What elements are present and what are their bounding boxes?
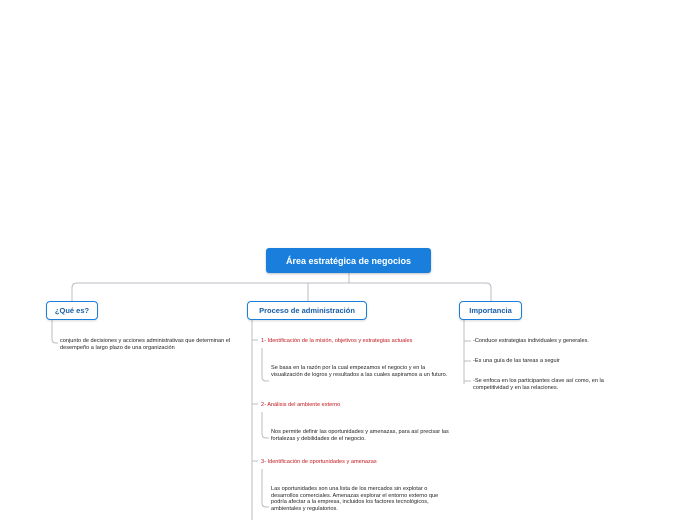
topic-proceso-administracion[interactable]: Proceso de administración <box>247 301 367 320</box>
step-2-title[interactable]: 2- Análisis del ambiente externo <box>261 402 341 408</box>
step-1-title[interactable]: 1- Identificación de la misión, objetivos y estrategias actuales <box>261 338 413 344</box>
step-3-title[interactable]: 3- Identificación de oportunidades y amenazas <box>261 459 377 465</box>
topic-que-es[interactable]: ¿Qué es? <box>46 301 98 320</box>
topic-importancia[interactable]: Importancia <box>459 301 522 320</box>
central-topic[interactable]: Área estratégica de negocios <box>266 248 431 273</box>
importancia-item-3: -Se enfoca en los participantes clave así como, en la competitividad y en las relaciones. <box>473 378 604 391</box>
importancia-item-1: -Conduce estrategias individuales y generales. <box>473 338 589 344</box>
que-es-description: conjunto de decisiones y acciones administrativas que determinan el desempeño a largo plazo de una organización <box>60 338 231 351</box>
step-3-description: Las oportunidades son una lista de los mercados sin explotar o desarrollos comerciales. Amenazas explorar el entorno externo que podría afectar a la empresa, incluidos los factores tecnológicos, ambientales y regulatorios. <box>271 486 439 512</box>
step-2-description: Nos permite definir las oportunidades y amenazas, para así precisar las fortalezas y debilidades de el negocio. <box>271 429 449 442</box>
importancia-item-2: -Es una guía de las tareas a seguir <box>473 358 560 364</box>
step-1-description: Se basa en la razón por la cual empezamos el negocio y en la visualización de logros y resultados a las cuales aspiramos a un futuro. <box>271 365 448 378</box>
